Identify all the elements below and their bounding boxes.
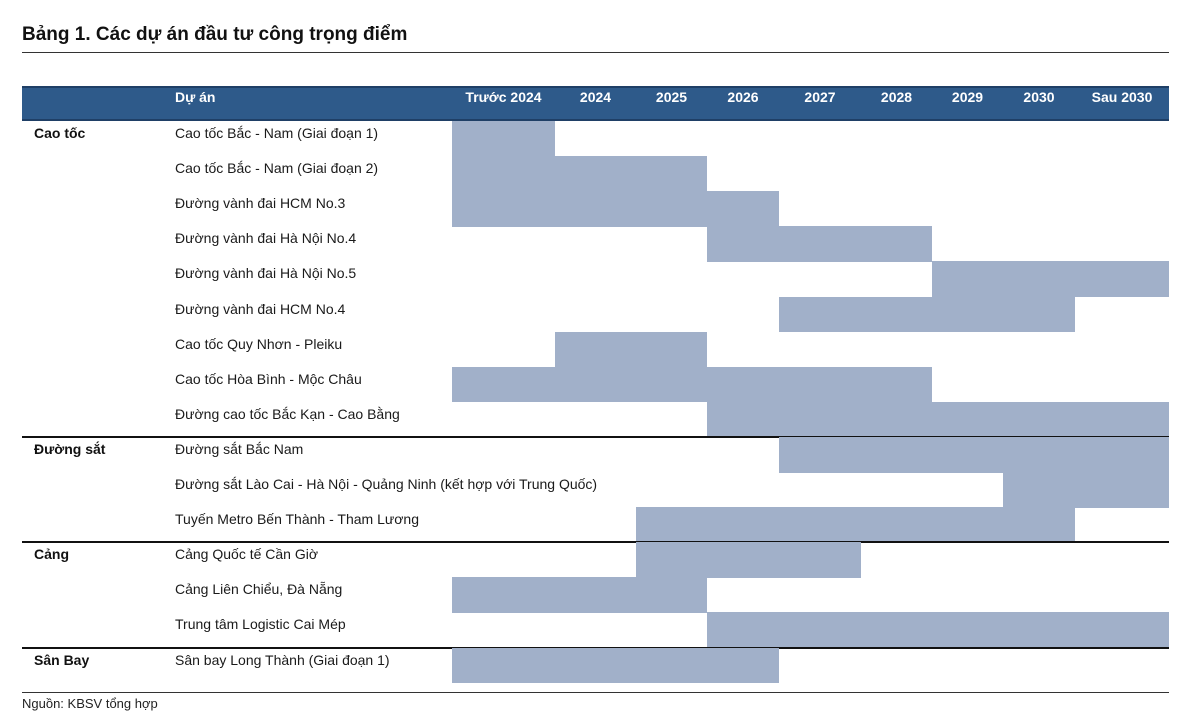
project-label: Cảng Liên Chiểu, Đà Nẵng xyxy=(175,581,343,598)
gantt-bar xyxy=(452,121,555,157)
gantt-bar xyxy=(779,297,1075,333)
gantt-bar xyxy=(452,367,932,403)
gantt-bar xyxy=(707,226,932,262)
project-label: Đường sắt Bắc Nam xyxy=(175,440,304,457)
gantt-bar xyxy=(779,437,1169,473)
project-label: Đường vành đai HCM No.3 xyxy=(175,195,346,212)
title-rule xyxy=(22,52,1169,53)
source-note: Nguồn: KBSV tổng hợp xyxy=(22,696,158,711)
project-label: Đường sắt Lào Cai - Hà Nội - Quảng Ninh (kết hợp với Trung Quốc) xyxy=(175,476,598,492)
project-label: Cao tốc Hòa Bình - Mộc Châu xyxy=(175,370,362,387)
gantt-bar xyxy=(707,402,1169,438)
gantt-bar xyxy=(555,332,707,368)
project-label: Cao tốc Bắc - Nam (Giai đoạn 1) xyxy=(175,125,379,141)
project-label: Sân bay Long Thành (Giai đoạn 1) xyxy=(175,651,390,668)
category-label: Đường sắt xyxy=(34,440,106,457)
project-label: Cao tốc Bắc - Nam (Giai đoạn 2) xyxy=(175,160,379,177)
period-header: Trước 2024 xyxy=(465,89,542,105)
gantt-bar xyxy=(452,191,779,227)
period-header: 2024 xyxy=(579,89,612,105)
category-label: Cao tốc xyxy=(34,125,86,141)
period-header: 2026 xyxy=(727,89,759,105)
category-label: Sân Bay xyxy=(34,651,90,668)
gantt-bar xyxy=(636,507,1075,543)
gantt-bar xyxy=(1003,472,1169,508)
project-label: Cao tốc Quy Nhơn - Pleiku xyxy=(175,335,343,352)
category-label: Cảng xyxy=(34,546,69,563)
period-header: 2028 xyxy=(880,89,913,105)
project-label: Đường cao tốc Bắc Kạn - Cao Bằng xyxy=(175,405,400,422)
gantt-bar xyxy=(932,261,1169,297)
gantt-bar xyxy=(452,648,779,684)
gantt-bar xyxy=(707,612,1169,648)
gantt-bar xyxy=(452,156,707,192)
period-header: 2027 xyxy=(804,89,836,105)
period-header: Sau 2030 xyxy=(1091,89,1153,105)
project-label: Tuyến Metro Bến Thành - Tham Lương xyxy=(175,511,419,528)
group-separator xyxy=(22,541,1169,543)
period-header: 2025 xyxy=(655,89,688,105)
bottom-rule xyxy=(22,692,1169,693)
gantt-bar xyxy=(636,542,861,578)
gantt-bar xyxy=(452,577,707,613)
project-label: Cảng Quốc tế Cần Giờ xyxy=(175,546,319,563)
project-label: Đường vành đai Hà Nội No.5 xyxy=(175,265,357,282)
table-title: Bảng 1. Các dự án đầu tư công trọng điểm xyxy=(22,24,408,45)
project-label: Đường vành đai HCM No.4 xyxy=(175,300,346,317)
period-header: 2029 xyxy=(951,89,984,105)
project-label: Trung tâm Logistic Cai Mép xyxy=(175,616,346,633)
period-header: 2030 xyxy=(1023,89,1055,105)
project-column-header: Dự án xyxy=(175,89,216,105)
project-label: Đường vành đai Hà Nội No.4 xyxy=(175,230,357,247)
